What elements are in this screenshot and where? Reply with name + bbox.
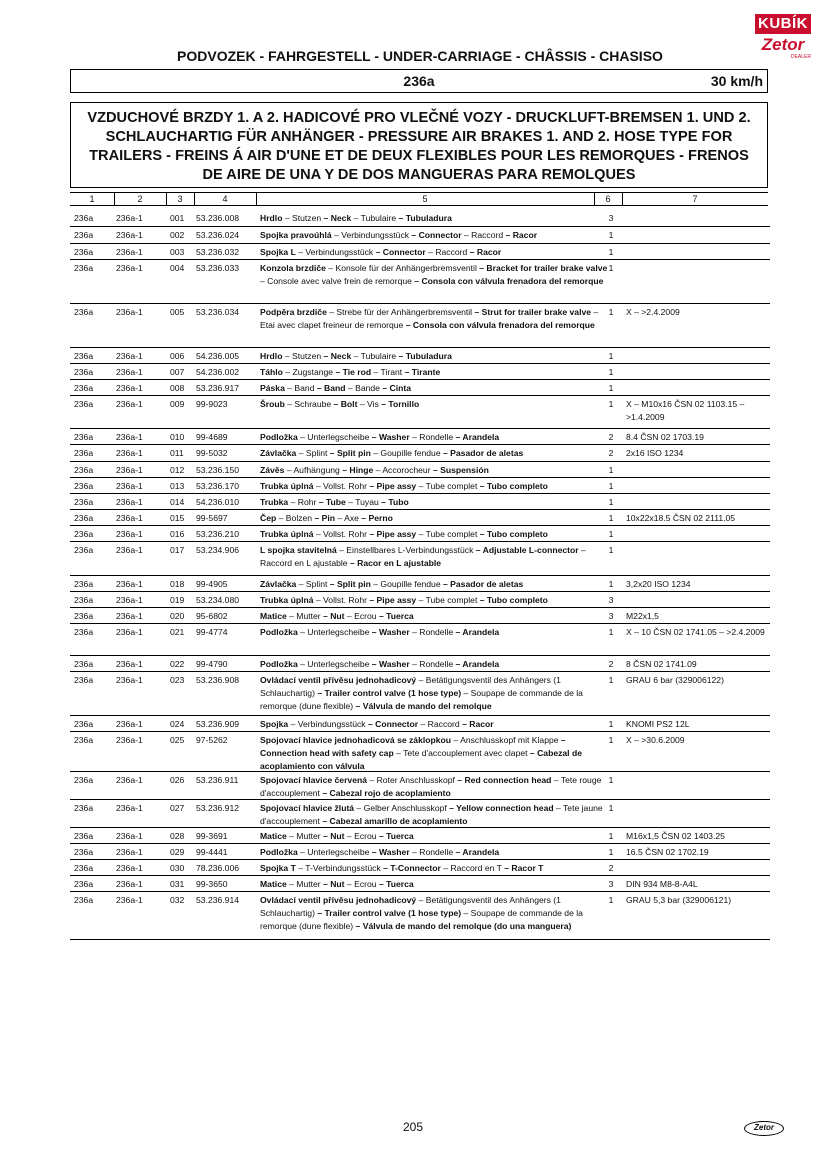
cell-c4: 99-4689: [196, 432, 228, 442]
cell-c3: 025: [170, 735, 185, 745]
cell-c7: X – >2.4.2009: [626, 307, 680, 317]
cell-c1: 236a: [74, 879, 94, 889]
cell-c1: 236a: [74, 831, 94, 841]
cell-c1: 236a: [74, 465, 94, 475]
cell-c6: 1: [608, 399, 614, 409]
cell-c1: 236a: [74, 399, 94, 409]
cell-c3: 030: [170, 863, 185, 873]
cell-c2: 236a-1: [116, 611, 143, 621]
zetor-footer-logo: Zetor: [744, 1121, 784, 1136]
cell-c5: Trubka – Rohr – Tube – Tuyau – Tubo: [260, 497, 409, 507]
cell-c5: Trubka úplná – Vollst. Rohr – Pipe assy – Tube complet – Tubo completo: [260, 529, 548, 539]
cell-c3: 010: [170, 432, 185, 442]
cell-c1: 236a: [74, 213, 94, 223]
cell-c3: 015: [170, 513, 185, 523]
cell-c1: 236a: [74, 307, 94, 317]
cell-c3: 019: [170, 595, 185, 605]
cell-c5: Hrdlo – Stutzen – Neck – Tubulaire – Tubuladura: [260, 213, 452, 223]
col-6: 6: [594, 193, 623, 205]
cell-c5: Závlačka – Splint – Split pin – Goupille fendue – Pasador de aletas: [260, 448, 524, 458]
cell-c2: 236a-1: [116, 735, 143, 745]
col-7: 7: [692, 194, 698, 204]
cell-c6: 1: [608, 247, 614, 257]
cell-c3: 029: [170, 847, 185, 857]
cell-c6: 3: [608, 595, 614, 605]
cell-c5: Ovládací ventil přívěsu jednohadicový – Betätigungsventil des Anhängers (1 Schlauchartig) – Trailer control valve (1 hose type) – Soupape de commande de la remorque (dune flexible) – Válvula de mando del remolque (do una manguera): [260, 895, 583, 931]
cell-c3: 017: [170, 545, 185, 555]
cell-c4: 78.236.006: [196, 863, 240, 873]
cell-c2: 236a-1: [116, 230, 143, 240]
cell-c3: 022: [170, 659, 185, 669]
cell-c2: 236a-1: [116, 847, 143, 857]
table-row: [70, 828, 770, 844]
cell-c4: 99-5697: [196, 513, 228, 523]
table-row: [70, 732, 770, 772]
cell-c7: 8.4 ČSN 02 1703.19: [626, 432, 704, 442]
section-title: PODVOZEK - FAHRGESTELL - UNDER-CARRIAGE - CHÂSSIS - CHASISO: [177, 48, 663, 64]
cell-c2: 236a-1: [116, 263, 143, 273]
cell-c1: 236a: [74, 351, 94, 361]
cell-c3: 021: [170, 627, 185, 637]
cell-c1: 236a: [74, 735, 94, 745]
cell-c2: 236a-1: [116, 719, 143, 729]
cell-c6: 2: [608, 659, 614, 669]
table-row: [70, 478, 770, 494]
cell-c6: 1: [608, 831, 614, 841]
cell-c4: 54.236.005: [196, 351, 240, 361]
table-row: [70, 876, 770, 892]
cell-c1: 236a: [74, 659, 94, 669]
group-bar: [70, 69, 768, 93]
cell-c3: 003: [170, 247, 185, 257]
cell-c2: 236a-1: [116, 399, 143, 409]
cell-c6: 1: [608, 383, 614, 393]
cell-c7: M22x1,5: [626, 611, 659, 621]
cell-c1: 236a: [74, 529, 94, 539]
cell-c2: 236a-1: [116, 307, 143, 317]
cell-c2: 236a-1: [116, 803, 143, 813]
cell-c5: Táhlo – Zugstange – Tie rod – Tirant – Tirante: [260, 367, 441, 377]
cell-c2: 236a-1: [116, 513, 143, 523]
cell-c4: 53.236.033: [196, 263, 240, 273]
table-row: [70, 672, 770, 716]
cell-c5: Podložka – Unterlegscheibe – Washer – Rondelle – Arandela: [260, 432, 500, 442]
cell-c5: Konzola brzdiče – Konsole für der Anhängerbremsventil – Bracket for trailer brake valve – Console avec valve frein de remorque – Consola con válvula frenadora del remorque: [260, 263, 608, 286]
cell-c6: 1: [608, 497, 614, 507]
cell-c6: 1: [608, 895, 614, 905]
speed-label: 30 km/h: [710, 73, 763, 89]
cell-c3: 014: [170, 497, 185, 507]
cell-c1: 236a: [74, 448, 94, 458]
cell-c7: 16.5 ČSN 02 1702.19: [626, 847, 709, 857]
cell-c4: 99-3650: [196, 879, 228, 889]
cell-c3: 011: [170, 448, 184, 458]
cell-c1: 236a: [74, 803, 94, 813]
group-title: VZDUCHOVÉ BRZDY 1. A 2. HADICOVÉ PRO VLEČNÉ VOZY - DRUCKLUFT-BREMSEN 1. UND 2. SCHLAUCHARTIG FÜR ANHÄNGER - PRESSURE AIR BRAKES 1. AND 2. HOSE TYPE FOR TRAILERS - FREINS Á AIR D'UNE ET DE DEUX FLEXIBLES POUR LES REMORQUES - FRENOS DE AIRE DE UNA Y DE DOS MANGUERAS PARA REMOLQUES: [70, 102, 768, 188]
cell-c4: 53.236.008: [196, 213, 240, 223]
cell-c3: 008: [170, 383, 185, 393]
cell-c7: KNOMI PS2 12L: [626, 719, 690, 729]
cell-c4: 53.236.912: [196, 803, 240, 813]
cell-c7: X – >30.6.2009: [626, 735, 685, 745]
table-row: [70, 716, 770, 732]
cell-c4: 97-5262: [196, 735, 228, 745]
cell-c6: 1: [608, 481, 614, 491]
cell-c4: 53.234.080: [196, 595, 240, 605]
cell-c5: L spojka stavitelná – Einstellbares L-Verbindungsstück – Adjustable L-connector – Raccord en L ajustable – Racor en L ajustable: [260, 545, 586, 568]
table-row: [70, 210, 770, 227]
cell-c3: 016: [170, 529, 185, 539]
col-1: 1: [70, 193, 115, 205]
cell-c5: Spojka pravoúhlá – Verbindungsstück – Connector – Raccord – Racor: [260, 230, 538, 240]
cell-c5: Hrdlo – Stutzen – Neck – Tubulaire – Tubuladura: [260, 351, 452, 361]
cell-c6: 1: [608, 263, 614, 273]
cell-c6: 1: [608, 230, 614, 240]
col-2: 2: [114, 193, 167, 205]
cell-c7: 2x16 ISO 1234: [626, 448, 684, 458]
cell-c5: Matice – Mutter – Nut – Ecrou – Tuerca: [260, 879, 414, 889]
cell-c2: 236a-1: [116, 383, 143, 393]
cell-c3: 023: [170, 675, 185, 685]
cell-c6: 1: [608, 307, 614, 317]
table-row: [70, 656, 770, 672]
cell-c5: Závlačka – Splint – Split pin – Goupille fendue – Pasador de aletas: [260, 579, 524, 589]
table-row: [70, 542, 770, 576]
cell-c3: 007: [170, 367, 185, 377]
cell-c1: 236a: [74, 230, 94, 240]
cell-c5: Trubka úplná – Vollst. Rohr – Pipe assy – Tube complet – Tubo completo: [260, 481, 548, 491]
cell-c4: 99-4774: [196, 627, 228, 637]
cell-c6: 1: [608, 735, 614, 745]
table-row: [70, 429, 770, 445]
cell-c2: 236a-1: [116, 595, 143, 605]
table-row: [70, 844, 770, 860]
cell-c3: 001: [170, 213, 185, 223]
cell-c3: 013: [170, 481, 185, 491]
col-4: 4: [194, 193, 257, 205]
cell-c1: 236a: [74, 863, 94, 873]
cell-c5: Podložka – Unterlegscheibe – Washer – Rondelle – Arandela: [260, 627, 500, 637]
cell-c5: Spojovací hlavice červená – Roter Anschlusskopf – Red connection head – Tete rouge d'accouplement – Cabezal rojo de acoplamiento: [260, 775, 602, 798]
table-row: [70, 772, 770, 800]
logo-brand: KUBÍK: [755, 14, 811, 34]
cell-c3: 027: [170, 803, 185, 813]
cell-c2: 236a-1: [116, 432, 143, 442]
table-row: [70, 800, 770, 828]
cell-c5: Podložka – Unterlegscheibe – Washer – Rondelle – Arandela: [260, 659, 500, 669]
cell-c5: Čep – Bolzen – Pin – Axe – Perno: [260, 513, 393, 523]
cell-c6: 2: [608, 448, 614, 458]
cell-c4: 53.236.024: [196, 230, 240, 240]
table-row: [70, 260, 770, 304]
cell-c5: Spojka L – Verbindungsstück – Connector – Raccord – Racor: [260, 247, 502, 257]
cell-c4: 53.236.210: [196, 529, 240, 539]
table-row: [70, 608, 770, 624]
cell-c2: 236a-1: [116, 497, 143, 507]
cell-c5: Podpěra brzdiče – Strebe für der Anhängerbremsventil – Strut for trailer brake valve – Etai avec clapet freineur de remorque – Consola con válvula frenadora del remorque: [260, 307, 599, 330]
cell-c2: 236a-1: [116, 213, 143, 223]
cell-c4: 95-6802: [196, 611, 228, 621]
cell-c2: 236a-1: [116, 775, 143, 785]
cell-c7: GRAU 6 bar (329006122): [626, 675, 724, 685]
cell-c1: 236a: [74, 719, 94, 729]
cell-c1: 236a: [74, 675, 94, 685]
cell-c1: 236a: [74, 545, 94, 555]
cell-c5: Matice – Mutter – Nut – Ecrou – Tuerca: [260, 831, 414, 841]
cell-c3: 032: [170, 895, 185, 905]
cell-c2: 236a-1: [116, 247, 143, 257]
cell-c2: 236a-1: [116, 545, 143, 555]
cell-c7: 8 ČSN 02 1741.09: [626, 659, 697, 669]
cell-c4: 54.236.002: [196, 367, 240, 377]
row-underline: [70, 939, 770, 940]
cell-c6: 2: [608, 432, 614, 442]
cell-c6: 2: [608, 863, 614, 873]
cell-c7: M16x1,5 ČSN 02 1403.25: [626, 831, 725, 841]
cell-c1: 236a: [74, 367, 94, 377]
table-row: [70, 348, 770, 364]
cell-c5: Spojovací hlavice žlutá – Gelber Anschlusskopf – Yellow connection head – Tete jaune d'accouplement – Cabezal amarillo de acoplamiento: [260, 803, 603, 826]
cell-c7: X – M10x16 ČSN 02 1103.15 – >1.4.2009: [626, 399, 745, 422]
table-row: [70, 624, 770, 656]
cell-c6: 1: [608, 627, 614, 637]
cell-c6: 3: [608, 213, 614, 223]
cell-c6: 1: [608, 367, 614, 377]
cell-c6: 1: [608, 719, 614, 729]
cell-c7: X – 10 ČSN 02 1741.05 – >2.4.2009: [626, 627, 765, 637]
cell-c2: 236a-1: [116, 465, 143, 475]
cell-c4: 99-5032: [196, 448, 228, 458]
table-row: [70, 380, 770, 396]
cell-c2: 236a-1: [116, 675, 143, 685]
cell-c1: 236a: [74, 263, 94, 273]
cell-c3: 002: [170, 230, 185, 240]
page-number: 205: [402, 1120, 424, 1134]
cell-c5: Páska – Band – Band – Bande – Cinta: [260, 383, 411, 393]
cell-c4: 99-9023: [196, 399, 228, 409]
table-row: [70, 244, 770, 260]
cell-c6: 3: [608, 879, 614, 889]
cell-c4: 53.236.917: [196, 383, 240, 393]
cell-c4: 53.236.909: [196, 719, 240, 729]
table-row: [70, 576, 770, 592]
cell-c1: 236a: [74, 627, 94, 637]
col-3: 3: [166, 193, 195, 205]
cell-c5: Spojka – Verbindungsstück – Connector – Raccord – Racor: [260, 719, 494, 729]
cell-c3: 031: [170, 879, 185, 889]
cell-c4: 53.236.908: [196, 675, 240, 685]
cell-c2: 236a-1: [116, 627, 143, 637]
cell-c4: 99-4905: [196, 579, 228, 589]
cell-c3: 004: [170, 263, 185, 273]
cell-c5: Šroub – Schraube – Bolt – Vis – Tornillo: [260, 399, 420, 409]
cell-c1: 236a: [74, 247, 94, 257]
cell-c2: 236a-1: [116, 367, 143, 377]
cell-c6: 1: [608, 351, 614, 361]
cell-c1: 236a: [74, 579, 94, 589]
logo-make: Zetor: [761, 35, 805, 54]
cell-c5: Podložka – Unterlegscheibe – Washer – Rondelle – Arandela: [260, 847, 500, 857]
cell-c3: 005: [170, 307, 185, 317]
cell-c1: 236a: [74, 611, 94, 621]
cell-c2: 236a-1: [116, 863, 143, 873]
cell-c5: Spojka T – T-Verbindungsstück – T-Connector – Raccord en T – Racor T: [260, 863, 544, 873]
cell-c3: 020: [170, 611, 185, 621]
table-row: [70, 364, 770, 380]
cell-c6: 1: [608, 803, 614, 813]
cell-c1: 236a: [74, 895, 94, 905]
cell-c2: 236a-1: [116, 579, 143, 589]
cell-c5: Ovládací ventil přívěsu jednohadicový – Betätigungsventil des Anhängers (1 Schlauchartig) – Trailer control valve (1 hose type) – Soupape de commande de la remorque (dune flexible) – Válvula de mando del remolque: [260, 675, 583, 711]
table-row: [70, 494, 770, 510]
cell-c6: 1: [608, 529, 614, 539]
table-row: [70, 462, 770, 478]
cell-c6: 3: [608, 611, 614, 621]
cell-c3: 028: [170, 831, 185, 841]
table-row: [70, 892, 770, 940]
cell-c2: 236a-1: [116, 831, 143, 841]
cell-c4: 99-4441: [196, 847, 228, 857]
cell-c1: 236a: [74, 775, 94, 785]
table-row: [70, 860, 770, 876]
cell-c3: 018: [170, 579, 185, 589]
cell-c4: 53.236.150: [196, 465, 240, 475]
cell-c7: DIN 934 M8-8-A4L: [626, 879, 698, 889]
cell-c2: 236a-1: [116, 481, 143, 491]
cell-c4: 99-3691: [196, 831, 228, 841]
cell-c2: 236a-1: [116, 895, 143, 905]
table-row: [70, 526, 770, 542]
cell-c3: 026: [170, 775, 185, 785]
cell-c1: 236a: [74, 513, 94, 523]
cell-c2: 236a-1: [116, 529, 143, 539]
column-numbers: [70, 192, 768, 206]
cell-c6: 1: [608, 465, 614, 475]
table-row: [70, 445, 770, 462]
kubik-zetor-logo: [755, 14, 811, 64]
cell-c1: 236a: [74, 497, 94, 507]
cell-c1: 236a: [74, 595, 94, 605]
cell-c4: 54.236.010: [196, 497, 240, 507]
cell-c5: Matice – Mutter – Nut – Ecrou – Tuerca: [260, 611, 414, 621]
cell-c7: 3,2x20 ISO 1234: [626, 579, 691, 589]
cell-c5: Trubka úplná – Vollst. Rohr – Pipe assy – Tube complet – Tubo completo: [260, 595, 548, 605]
cell-c6: 1: [608, 847, 614, 857]
cell-c7: 10x22x18.5 ČSN 02 2111.05: [626, 513, 736, 523]
cell-c5: Závěs – Aufhängung – Hinge – Accorocheur – Suspensión: [260, 465, 489, 475]
cell-c2: 236a-1: [116, 659, 143, 669]
cell-c6: 1: [608, 513, 614, 523]
cell-c3: 024: [170, 719, 185, 729]
cell-c6: 1: [608, 579, 614, 589]
table-row: [70, 227, 770, 244]
group-code: 236a: [403, 73, 435, 89]
cell-c4: 53.236.911: [196, 775, 239, 785]
cell-c1: 236a: [74, 847, 94, 857]
cell-c2: 236a-1: [116, 879, 143, 889]
logo-sub: DEALER: [790, 54, 811, 60]
cell-c3: 012: [170, 465, 185, 475]
cell-c1: 236a: [74, 481, 94, 491]
cell-c5: Spojovací hlavice jednohadicová se záklopkou – Anschlusskopf mit Klappe – Connection head with safety cap – Tete d'accouplement avec clapet – Cabezal de acoplamiento con válvula: [260, 735, 582, 771]
cell-c4: 53.234.906: [196, 545, 240, 555]
cell-c2: 236a-1: [116, 351, 143, 361]
table-row: [70, 304, 770, 348]
table-row: [70, 592, 770, 608]
cell-c6: 1: [608, 675, 614, 685]
cell-c2: 236a-1: [116, 448, 143, 458]
cell-c3: 009: [170, 399, 185, 409]
cell-c3: 006: [170, 351, 185, 361]
cell-c4: 53.236.032: [196, 247, 240, 257]
cell-c7: GRAU 5,3 bar (329006121): [626, 895, 732, 905]
cell-c4: 53.236.034: [196, 307, 240, 317]
cell-c1: 236a: [74, 432, 94, 442]
cell-c4: 99-4790: [196, 659, 228, 669]
cell-c4: 53.236.170: [196, 481, 240, 491]
table-row: [70, 396, 770, 429]
col-5: 5: [256, 193, 595, 205]
cell-c6: 1: [608, 545, 614, 555]
cell-c4: 53.236.914: [196, 895, 240, 905]
table-row: [70, 510, 770, 526]
cell-c1: 236a: [74, 383, 94, 393]
cell-c6: 1: [608, 775, 614, 785]
